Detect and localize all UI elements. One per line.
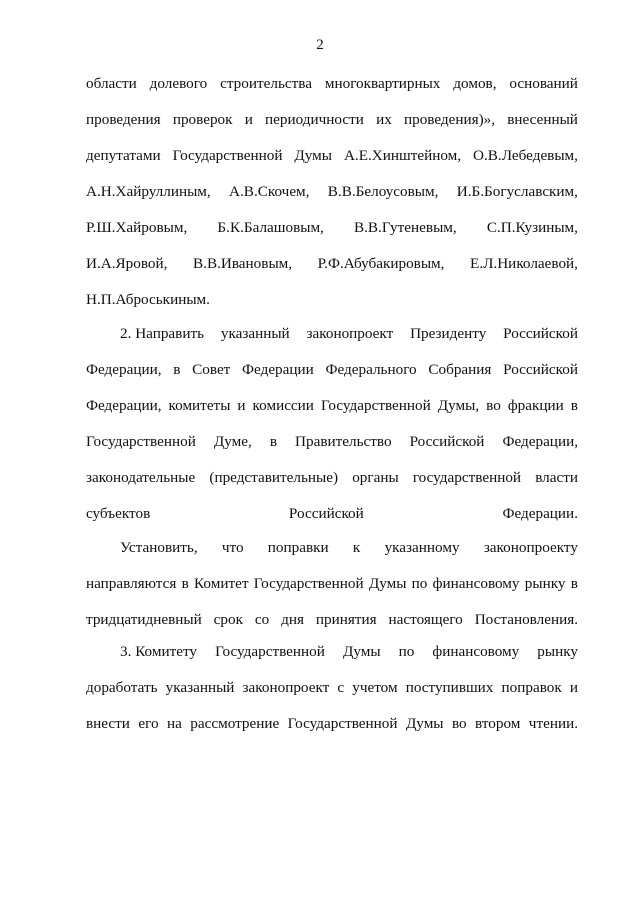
- word: в: [173, 361, 181, 378]
- word: учетом: [352, 679, 398, 696]
- word: Комитет: [194, 575, 249, 592]
- word: с: [337, 679, 345, 696]
- word: рынку: [537, 643, 578, 660]
- word: проведения)»,: [403, 111, 496, 128]
- paragraph-bill-continuation: [86, 66, 578, 318]
- page-number: 2: [316, 37, 324, 53]
- text-line: [86, 352, 578, 388]
- word: Федерации,: [502, 433, 578, 450]
- word: Федерального: [325, 361, 417, 378]
- word: что: [221, 539, 244, 556]
- word: Установить,: [120, 539, 198, 556]
- text-line: [86, 670, 578, 706]
- word: А.В.Скочем,: [229, 183, 310, 200]
- text-line: [86, 246, 578, 282]
- text-line-last: внести его на рассмотрение Государственной Думы во втором чтении.: [86, 715, 578, 732]
- word: и: [569, 679, 578, 696]
- word: оснований: [509, 75, 578, 92]
- word: Федерации,: [86, 361, 162, 378]
- word: Государственной: [320, 397, 431, 414]
- word: государственной: [412, 469, 522, 486]
- word: депутатами: [86, 147, 161, 164]
- word: С.П.Кузиным,: [486, 219, 578, 236]
- word: по: [411, 575, 428, 592]
- word: О.В.Лебедевым,: [473, 147, 578, 164]
- text-line: [86, 138, 578, 174]
- text-line: [86, 174, 578, 210]
- word: (представительные): [209, 469, 339, 486]
- word: во: [486, 397, 501, 414]
- word: домов,: [453, 75, 497, 92]
- word: Президенту: [410, 325, 487, 342]
- word: поправок: [501, 679, 562, 696]
- text-line: [86, 634, 578, 670]
- word: финансовому: [432, 643, 520, 660]
- word: законопроекту: [483, 539, 578, 556]
- word: в: [570, 397, 578, 414]
- word: доработать: [86, 679, 158, 696]
- text-line: [86, 424, 578, 460]
- word: долевого: [149, 75, 208, 92]
- word: законодательные: [86, 469, 196, 486]
- word: власти: [535, 469, 578, 486]
- word: в: [269, 433, 277, 450]
- text-line-last: Н.П.Аброськиным.: [86, 291, 210, 308]
- word: поправки: [267, 539, 329, 556]
- word: в: [570, 575, 578, 592]
- word: Думы: [294, 147, 332, 164]
- word: проверок: [172, 111, 233, 128]
- word: Думе,: [213, 433, 252, 450]
- word: Правительство: [295, 433, 392, 450]
- text-line: [86, 210, 578, 246]
- word: Думы,: [437, 397, 480, 414]
- word: 2. Направить: [120, 325, 205, 342]
- word: периодичности: [265, 111, 364, 128]
- word: Думы: [342, 643, 381, 660]
- word: направляются: [86, 575, 177, 592]
- word: Б.К.Балашовым,: [217, 219, 324, 236]
- word: комитеты: [168, 397, 231, 414]
- word: Думы: [368, 575, 407, 592]
- word: А.Е.Хинштейном,: [343, 147, 462, 164]
- word: указанный: [165, 679, 235, 696]
- word: поступивших: [405, 679, 494, 696]
- word: и: [237, 397, 246, 414]
- word: фракции: [507, 397, 564, 414]
- word: проведения: [86, 111, 161, 128]
- word: Российской: [503, 361, 578, 378]
- word: указанный: [220, 325, 290, 342]
- word: законопроект: [306, 325, 394, 342]
- word: Совет: [192, 361, 231, 378]
- word: внесенный: [507, 111, 578, 128]
- text-line: [86, 316, 578, 352]
- text-line-last: субъектов Российской Федерации.: [86, 505, 578, 522]
- word: органы: [352, 469, 399, 486]
- word: В.В.Гутеневым,: [354, 219, 457, 236]
- word: области: [86, 75, 137, 92]
- paragraph-item-3: [86, 634, 578, 742]
- text-line: [86, 102, 578, 138]
- word: 3. Комитету: [120, 643, 198, 660]
- word: в: [181, 575, 189, 592]
- text-line: [86, 388, 578, 424]
- word: Собрания: [428, 361, 492, 378]
- word: В.В.Ивановым,: [193, 255, 293, 272]
- word: комиссии: [252, 397, 314, 414]
- word: Российской: [503, 325, 578, 342]
- word: Федерации,: [86, 397, 162, 414]
- word: многоквартирных: [324, 75, 441, 92]
- word: И.Б.Богуславским,: [456, 183, 578, 200]
- word: законопроект: [242, 679, 330, 696]
- text-line: [86, 566, 578, 602]
- word: Р.Ш.Хайровым,: [86, 219, 188, 236]
- word: финансовому: [432, 575, 520, 592]
- word: Государственной: [253, 575, 364, 592]
- word: Российской: [409, 433, 485, 450]
- word: Государственной: [86, 433, 196, 450]
- word: А.Н.Хайруллиным,: [86, 183, 211, 200]
- word: Е.Л.Николаевой,: [470, 255, 578, 272]
- word: В.В.Белоусовым,: [327, 183, 439, 200]
- word: к: [352, 539, 361, 556]
- text-line-last: тридцатидневный срок со дня принятия настоящего Постановления.: [86, 611, 578, 628]
- word: И.А.Яровой,: [86, 255, 168, 272]
- word: их: [376, 111, 392, 128]
- text-line: [86, 530, 578, 566]
- word: строительства: [220, 75, 312, 92]
- word: рынку: [524, 575, 566, 592]
- text-line: [86, 66, 578, 102]
- word: по: [398, 643, 415, 660]
- word: Государственной: [215, 643, 325, 660]
- text-line: [86, 460, 578, 496]
- paragraph-item-2: [86, 316, 578, 532]
- word: и: [244, 111, 253, 128]
- word: Государственной: [172, 147, 283, 164]
- word: Федерации: [242, 361, 314, 378]
- word: указанному: [384, 539, 460, 556]
- paragraph-amendments-deadline: [86, 530, 578, 638]
- word: Р.Ф.Абубакировым,: [317, 255, 445, 272]
